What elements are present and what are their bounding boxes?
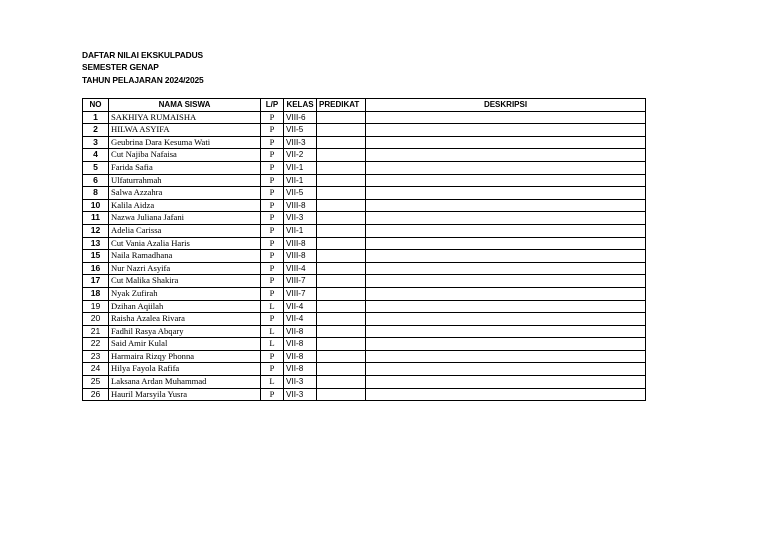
table-row xyxy=(83,250,646,263)
predikat-cell[interactable] xyxy=(317,350,366,363)
gender-cell: P xyxy=(261,287,284,300)
student-name-cell: HILWA ASYIFA xyxy=(109,124,261,137)
no-cell: 26 xyxy=(83,388,109,401)
column-header-kelas: KELAS xyxy=(284,99,317,112)
no-cell: 16 xyxy=(83,262,109,275)
gender-cell: P xyxy=(261,350,284,363)
student-name-cell: Raisha Azalea Rivara xyxy=(109,313,261,326)
predikat-cell[interactable] xyxy=(317,313,366,326)
gender-cell: P xyxy=(261,187,284,200)
gender-cell: P xyxy=(261,111,284,124)
student-name-cell: Dzihan Aqiilah xyxy=(109,300,261,313)
predikat-cell[interactable] xyxy=(317,149,366,162)
deskripsi-cell[interactable] xyxy=(366,111,646,124)
deskripsi-cell[interactable] xyxy=(366,237,646,250)
deskripsi-cell[interactable] xyxy=(366,187,646,200)
predikat-cell[interactable] xyxy=(317,174,366,187)
column-header-deskripsi: DESKRIPSI xyxy=(366,99,646,112)
table-header-row xyxy=(83,99,646,112)
no-cell: 8 xyxy=(83,187,109,200)
gender-cell: P xyxy=(261,224,284,237)
class-cell: VII-2 xyxy=(284,149,317,162)
predikat-cell[interactable] xyxy=(317,338,366,351)
table-row xyxy=(83,325,646,338)
predikat-cell[interactable] xyxy=(317,224,366,237)
gender-cell: P xyxy=(261,136,284,149)
table-row xyxy=(83,199,646,212)
class-cell: VIII-8 xyxy=(284,237,317,250)
table-row xyxy=(83,350,646,363)
student-name-cell: Hilya Fayola Rafifa xyxy=(109,363,261,376)
no-cell: 12 xyxy=(83,224,109,237)
student-name-cell: Ulfaturrahmah xyxy=(109,174,261,187)
column-header-predikat: PREDIKAT xyxy=(317,99,366,112)
no-cell: 11 xyxy=(83,212,109,225)
predikat-cell[interactable] xyxy=(317,111,366,124)
predikat-cell[interactable] xyxy=(317,275,366,288)
predikat-cell[interactable] xyxy=(317,124,366,137)
table-row xyxy=(83,300,646,313)
class-cell: VII-1 xyxy=(284,224,317,237)
class-cell: VIII-6 xyxy=(284,111,317,124)
deskripsi-cell[interactable] xyxy=(366,350,646,363)
gender-cell: P xyxy=(261,363,284,376)
class-cell: VIII-7 xyxy=(284,287,317,300)
deskripsi-cell[interactable] xyxy=(366,313,646,326)
table-row xyxy=(83,124,646,137)
class-cell: VII-5 xyxy=(284,187,317,200)
gender-cell: L xyxy=(261,338,284,351)
no-cell: 17 xyxy=(83,275,109,288)
predikat-cell[interactable] xyxy=(317,250,366,263)
deskripsi-cell[interactable] xyxy=(366,224,646,237)
gender-cell: P xyxy=(261,161,284,174)
class-cell: VII-8 xyxy=(284,338,317,351)
class-cell: VII-1 xyxy=(284,174,317,187)
grades-table xyxy=(82,98,646,401)
no-cell: 10 xyxy=(83,199,109,212)
table-row xyxy=(83,287,646,300)
deskripsi-cell[interactable] xyxy=(366,363,646,376)
no-cell: 2 xyxy=(83,124,109,137)
predikat-cell[interactable] xyxy=(317,212,366,225)
deskripsi-cell[interactable] xyxy=(366,388,646,401)
academic-year-label: TAHUN PELAJARAN 2024/2025 xyxy=(82,74,204,85)
gender-cell: P xyxy=(261,124,284,137)
table-row xyxy=(83,212,646,225)
class-cell: VII-3 xyxy=(284,212,317,225)
table-row xyxy=(83,149,646,162)
table-row xyxy=(83,376,646,389)
no-cell: 18 xyxy=(83,287,109,300)
class-cell: VIII-8 xyxy=(284,199,317,212)
document-header xyxy=(82,49,204,86)
table-row xyxy=(83,224,646,237)
deskripsi-cell[interactable] xyxy=(366,136,646,149)
deskripsi-cell[interactable] xyxy=(366,338,646,351)
class-cell: VII-3 xyxy=(284,388,317,401)
deskripsi-cell[interactable] xyxy=(366,149,646,162)
student-name-cell: SAKHIYA RUMAISHA xyxy=(109,111,261,124)
predikat-cell[interactable] xyxy=(317,300,366,313)
gender-cell: P xyxy=(261,250,284,263)
class-cell: VII-1 xyxy=(284,161,317,174)
gender-cell: P xyxy=(261,313,284,326)
deskripsi-cell[interactable] xyxy=(366,287,646,300)
deskripsi-cell[interactable] xyxy=(366,262,646,275)
gender-cell: P xyxy=(261,275,284,288)
column-header-no: NO xyxy=(83,99,109,112)
column-header-lp: L/P xyxy=(261,99,284,112)
class-cell: VII-4 xyxy=(284,300,317,313)
no-cell: 1 xyxy=(83,111,109,124)
class-cell: VII-8 xyxy=(284,325,317,338)
no-cell: 24 xyxy=(83,363,109,376)
student-name-cell: Farida Safia xyxy=(109,161,261,174)
predikat-cell[interactable] xyxy=(317,237,366,250)
class-cell: VII-4 xyxy=(284,313,317,326)
deskripsi-cell[interactable] xyxy=(366,275,646,288)
student-name-cell: Naila Ramadhana xyxy=(109,250,261,263)
deskripsi-cell[interactable] xyxy=(366,199,646,212)
no-cell: 4 xyxy=(83,149,109,162)
no-cell: 25 xyxy=(83,376,109,389)
student-name-cell: Cut Malika Shakira xyxy=(109,275,261,288)
predikat-cell[interactable] xyxy=(317,388,366,401)
student-name-cell: Hauril Marsyila Yusra xyxy=(109,388,261,401)
gender-cell: P xyxy=(261,388,284,401)
student-name-cell: Kalila Aidza xyxy=(109,199,261,212)
class-cell: VIII-8 xyxy=(284,250,317,263)
no-cell: 6 xyxy=(83,174,109,187)
table-row xyxy=(83,174,646,187)
deskripsi-cell[interactable] xyxy=(366,300,646,313)
no-cell: 13 xyxy=(83,237,109,250)
table-row xyxy=(83,161,646,174)
table-row xyxy=(83,187,646,200)
student-name-cell: Nyak Zufirah xyxy=(109,287,261,300)
table-row xyxy=(83,111,646,124)
table-row xyxy=(83,313,646,326)
no-cell: 22 xyxy=(83,338,109,351)
student-name-cell: Nazwa Juliana Jafani xyxy=(109,212,261,225)
class-cell: VII-8 xyxy=(284,350,317,363)
student-name-cell: Cut Najiba Nafaisa xyxy=(109,149,261,162)
gender-cell: L xyxy=(261,325,284,338)
no-cell: 21 xyxy=(83,325,109,338)
student-name-cell: Cut Vania Azalia Haris xyxy=(109,237,261,250)
predikat-cell[interactable] xyxy=(317,262,366,275)
column-header-nama-siswa: NAMA SISWA xyxy=(109,99,261,112)
gender-cell: P xyxy=(261,262,284,275)
student-name-cell: Geubrina Dara Kesuma Wati xyxy=(109,136,261,149)
table-row xyxy=(83,262,646,275)
deskripsi-cell[interactable] xyxy=(366,212,646,225)
document-title: DAFTAR NILAI EKSKULPADUS xyxy=(82,50,204,60)
no-cell: 5 xyxy=(83,161,109,174)
student-name-cell: Harmaira Rizqy Phonna xyxy=(109,350,261,363)
predikat-cell[interactable] xyxy=(317,363,366,376)
deskripsi-cell[interactable] xyxy=(366,325,646,338)
table-row xyxy=(83,363,646,376)
gender-cell: P xyxy=(261,237,284,250)
predikat-cell[interactable] xyxy=(317,199,366,212)
student-name-cell: Adelia Carissa xyxy=(109,224,261,237)
no-cell: 23 xyxy=(83,350,109,363)
gender-cell: L xyxy=(261,300,284,313)
class-cell: VII-8 xyxy=(284,363,317,376)
class-cell: VIII-4 xyxy=(284,262,317,275)
no-cell: 15 xyxy=(83,250,109,263)
class-cell: VIII-3 xyxy=(284,136,317,149)
table-row xyxy=(83,338,646,351)
predikat-cell[interactable] xyxy=(317,187,366,200)
student-name-cell: Salwa Azzahra xyxy=(109,187,261,200)
class-cell: VIII-7 xyxy=(284,275,317,288)
no-cell: 3 xyxy=(83,136,109,149)
gender-cell: L xyxy=(261,376,284,389)
no-cell: 20 xyxy=(83,313,109,326)
gender-cell: P xyxy=(261,149,284,162)
student-name-cell: Fadhil Rasya Abqary xyxy=(109,325,261,338)
deskripsi-cell[interactable] xyxy=(366,376,646,389)
deskripsi-cell[interactable] xyxy=(366,161,646,174)
no-cell: 19 xyxy=(83,300,109,313)
student-name-cell: Nur Nazri Asyifa xyxy=(109,262,261,275)
table-row xyxy=(83,136,646,149)
gender-cell: P xyxy=(261,199,284,212)
predikat-cell[interactable] xyxy=(317,376,366,389)
class-cell: VII-5 xyxy=(284,124,317,137)
predikat-cell[interactable] xyxy=(317,161,366,174)
table-row xyxy=(83,237,646,250)
class-cell: VII-3 xyxy=(284,376,317,389)
student-name-cell: Said Amir Kulal xyxy=(109,338,261,351)
gender-cell: P xyxy=(261,174,284,187)
predikat-cell[interactable] xyxy=(317,136,366,149)
student-name-cell: Laksana Ardan Muhammad xyxy=(109,376,261,389)
table-row xyxy=(83,275,646,288)
gender-cell: P xyxy=(261,212,284,225)
deskripsi-cell[interactable] xyxy=(366,250,646,263)
deskripsi-cell[interactable] xyxy=(366,124,646,137)
table-row xyxy=(83,388,646,401)
deskripsi-cell[interactable] xyxy=(366,174,646,187)
predikat-cell[interactable] xyxy=(317,325,366,338)
semester-label: SEMESTER GENAP xyxy=(82,62,159,73)
predikat-cell[interactable] xyxy=(317,287,366,300)
